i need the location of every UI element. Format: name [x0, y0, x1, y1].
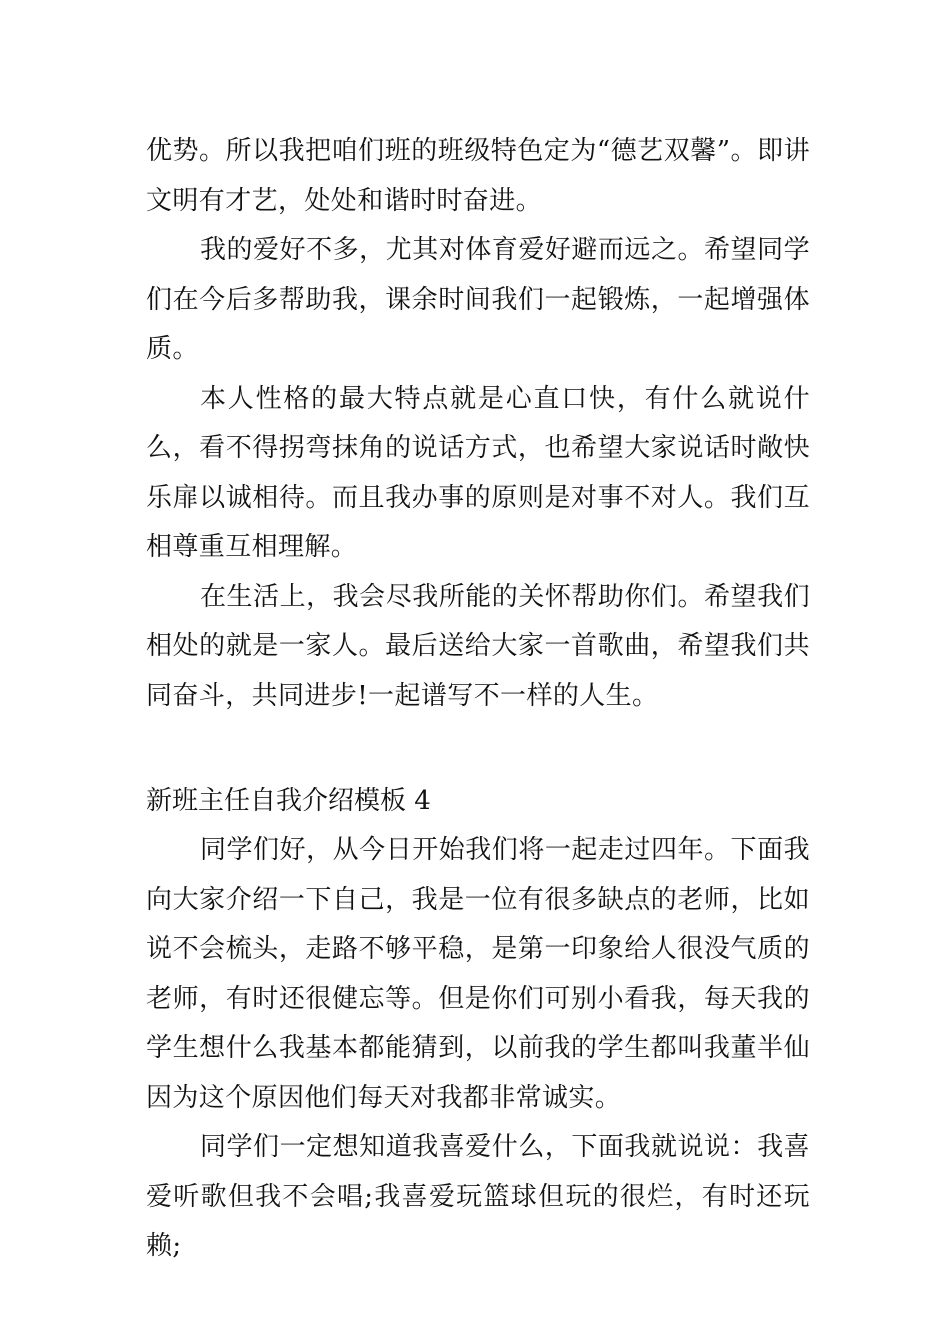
paragraph-continuation: 优势。所以我把咱们班的班级特色定为“德艺双馨”。即讲文明有才艺，处处和谐时时奋进。	[146, 136, 810, 216]
section-2-body	[146, 826, 810, 1272]
paragraph-introduction: 同学们好，从今日开始我们将一起走过四年。下面我向大家介绍一下自己，我是一位有很多缺点的老师，比如说不会梳头，走路不够平稳，是第一印象给人很没气质的老师，有时还很健忘等。但是你们可别小看我，每天我的学生想什么我基本都能猜到，以前我的学生都叫我董半仙因为这个原因他们每天对我都非常诚实。	[146, 835, 810, 1113]
paragraph-life: 在生活上，我会尽我所能的关怀帮助你们。希望我们相处的就是一家人。最后送给大家一首歌曲，希望我们共同奋斗，共同进步!一起谱写不一样的人生。	[146, 581, 810, 711]
paragraph-hobbies: 我的爱好不多，尤其对体育爱好避而远之。希望同学们在今后多帮助我，课余时间我们一起锻炼，一起增强体质。	[146, 235, 810, 364]
paragraph-personality: 本人性格的最大特点就是心直口快，有什么就说什么，看不得拐弯抹角的说话方式，也希望大家说话时敞快乐扉以诚相待。而且我办事的原则是对事不对人。我们互相尊重互相理解。	[146, 383, 810, 562]
section-1-body	[146, 127, 810, 721]
section-2-heading: 新班主任自我介绍模板 4	[146, 786, 431, 816]
paragraph-likes: 同学们一定想知道我喜爱什么，下面我就说说：我喜爱听歌但我不会唱;我喜爱玩篮球但玩的很烂，有时还玩赖;	[146, 1132, 810, 1261]
